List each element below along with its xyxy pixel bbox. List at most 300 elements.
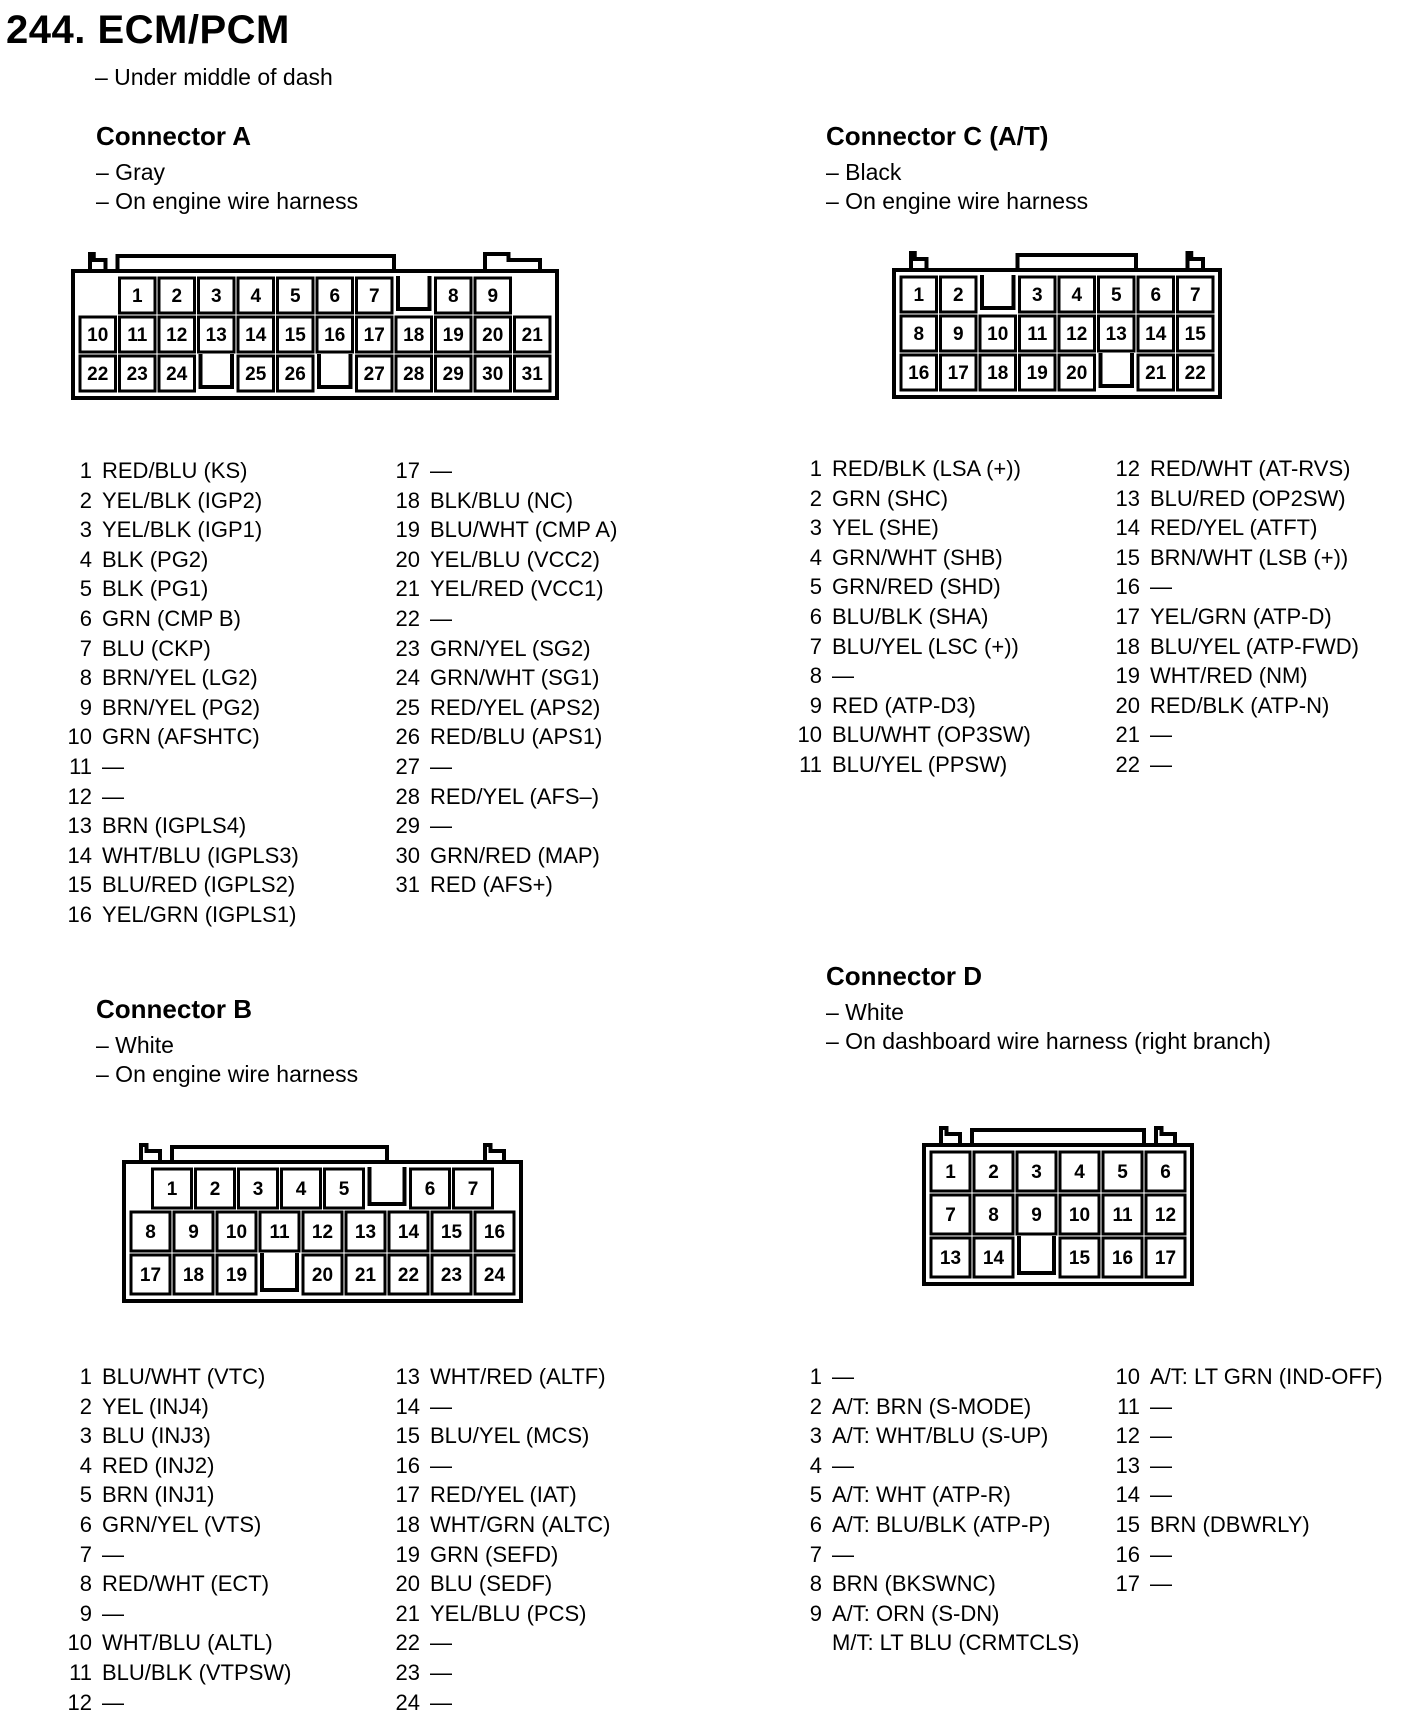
pin-entry bbox=[58, 604, 299, 634]
pin-cavity-number: 3 bbox=[210, 286, 222, 307]
pin-wire-description: — bbox=[102, 1689, 124, 1715]
pin-wire-description: YEL/BLU (VCC2) bbox=[430, 546, 600, 572]
pin-number: 31 bbox=[395, 872, 420, 898]
pin-entry bbox=[386, 456, 617, 486]
pin-cavity-number: 20 bbox=[1066, 363, 1088, 384]
connector-b-color: – White bbox=[96, 1032, 174, 1058]
pin-wire-description: BRN (DBWRLY) bbox=[1150, 1511, 1310, 1537]
pin-entry bbox=[58, 722, 299, 752]
connector-a-title: Connector A bbox=[96, 121, 252, 151]
pin-cavity-number: 17 bbox=[363, 325, 385, 346]
connector-guide-tab bbox=[485, 1145, 504, 1162]
pin-cavity-number: 7 bbox=[467, 1179, 479, 1200]
pin-cavity-number: 18 bbox=[182, 1265, 205, 1286]
pin-cavity-number: 10 bbox=[225, 1222, 248, 1243]
pin-wire-description: — bbox=[430, 813, 452, 839]
pin-cavity-number: 31 bbox=[521, 364, 543, 385]
connector-d-face-diagram bbox=[923, 1128, 1223, 1303]
pin-wire-description: — bbox=[1150, 1571, 1172, 1597]
pin-entry bbox=[58, 811, 299, 841]
pin-number: 20 bbox=[395, 546, 420, 572]
pin-entry bbox=[58, 1421, 291, 1451]
pin-number: 2 bbox=[809, 1393, 822, 1419]
pin-wire-description: — bbox=[1150, 1393, 1172, 1419]
pin-wire-description: A/T: BRN (S-MODE) bbox=[832, 1393, 1032, 1419]
pin-entry bbox=[58, 841, 299, 871]
pin-entry bbox=[1106, 1362, 1383, 1392]
pin-entry bbox=[58, 574, 299, 604]
pin-number: 19 bbox=[395, 1541, 420, 1567]
pin-wire-description: BRN (INJ1) bbox=[102, 1482, 215, 1508]
connector-a-color: – Gray bbox=[96, 159, 166, 185]
pin-wire-description: RED (AFS+) bbox=[430, 872, 553, 898]
pin-cavity-number: 14 bbox=[982, 1248, 1005, 1269]
pin-cavity-number: 9 bbox=[952, 324, 964, 345]
pin-number: 4 bbox=[809, 544, 822, 570]
pin-wire-description: — bbox=[1150, 1452, 1172, 1478]
pin-cavity-number: 21 bbox=[521, 325, 543, 346]
pin-wire-description: RED/BLU (KS) bbox=[102, 458, 248, 483]
pin-wire-description: YEL/GRN (IGPLS1) bbox=[102, 901, 297, 927]
pin-entry bbox=[58, 870, 299, 900]
pin-wire-description: — bbox=[430, 1393, 452, 1419]
pin-wire-description: — bbox=[1150, 1541, 1172, 1567]
pin-wire-description: GRN (CMP B) bbox=[102, 605, 241, 631]
pin-number: 1 bbox=[809, 1364, 822, 1389]
pin-cavity-number: 13 bbox=[354, 1222, 377, 1243]
pin-cavity-number: 17 bbox=[139, 1265, 162, 1286]
pin-wire-description: YEL/BLU (PCS) bbox=[430, 1600, 587, 1626]
connector-key-slot bbox=[1101, 353, 1133, 386]
pin-entry bbox=[788, 543, 1031, 573]
pin-entry bbox=[386, 1392, 610, 1422]
connector-key-slot bbox=[262, 1253, 297, 1290]
pin-wire-description: BLU/RED (OP2SW) bbox=[1150, 485, 1346, 511]
connector-b-pin-list-left bbox=[58, 1362, 291, 1717]
pin-wire-description: WHT/BLU (ALTL) bbox=[102, 1630, 273, 1656]
pin-wire-description: — bbox=[102, 1600, 124, 1626]
pin-cavity-number: 11 bbox=[1027, 324, 1048, 345]
pin-number: 16 bbox=[1115, 1541, 1140, 1567]
pin-wire-description: RED (INJ2) bbox=[102, 1452, 215, 1478]
pin-number: 9 bbox=[809, 1600, 822, 1626]
pin-cavity-number: 28 bbox=[403, 364, 425, 385]
pin-number: 21 bbox=[395, 576, 420, 602]
connector-d-color: – White bbox=[826, 999, 904, 1025]
connector-a-pin-list-right bbox=[386, 456, 617, 900]
pin-entry bbox=[58, 782, 299, 812]
connector-d-pin-list-right bbox=[1106, 1362, 1383, 1599]
pin-wire-description: BLU/WHT (CMP A) bbox=[430, 517, 618, 543]
connector-guide-tab bbox=[90, 254, 106, 271]
pin-number: 1 bbox=[809, 456, 822, 481]
pin-entry bbox=[788, 572, 1031, 602]
pin-number: 17 bbox=[395, 458, 420, 483]
pin-entry bbox=[58, 515, 299, 545]
pin-cavity-number: 12 bbox=[311, 1222, 334, 1243]
pin-wire-description: BRN/YEL (LG2) bbox=[102, 665, 258, 691]
pin-number: 7 bbox=[809, 633, 822, 659]
connector-key-slot bbox=[319, 354, 351, 387]
pin-wire-description: RED/BLK (ATP-N) bbox=[1150, 692, 1330, 718]
connector-b-harness: – On engine wire harness bbox=[96, 1061, 359, 1087]
pin-entry bbox=[1106, 1510, 1383, 1540]
pin-entry bbox=[1106, 720, 1359, 750]
pin-number: 25 bbox=[395, 694, 420, 720]
pin-cavity-number: 11 bbox=[269, 1222, 290, 1243]
pin-wire-description: GRN (SEFD) bbox=[430, 1541, 559, 1567]
pin-entry bbox=[386, 1599, 610, 1629]
pin-wire-description: RED/YEL (IAT) bbox=[430, 1482, 577, 1508]
pin-number: 8 bbox=[79, 1571, 92, 1597]
pin-cavity-number: 15 bbox=[284, 325, 306, 346]
pin-number: 3 bbox=[809, 1423, 822, 1449]
pin-entry bbox=[788, 720, 1031, 750]
pin-cavity-number: 20 bbox=[482, 325, 504, 346]
pin-cavity-number: 18 bbox=[987, 363, 1009, 384]
pin-entry bbox=[386, 1540, 610, 1570]
pin-cavity-number: 13 bbox=[1105, 324, 1127, 345]
pin-entry bbox=[1106, 572, 1359, 602]
pin-wire-description: GRN (AFSHTC) bbox=[102, 724, 260, 750]
pin-cavity-number: 6 bbox=[424, 1179, 436, 1200]
pin-cavity-number: 5 bbox=[338, 1179, 350, 1200]
pin-number: 5 bbox=[809, 1482, 822, 1508]
pin-entry bbox=[386, 1421, 610, 1451]
pin-entry bbox=[788, 484, 1031, 514]
pin-entry bbox=[58, 1688, 291, 1718]
pin-wire-description: RED/WHT (ECT) bbox=[102, 1571, 270, 1597]
pin-number: 2 bbox=[809, 485, 822, 511]
pin-entry bbox=[1106, 1421, 1383, 1451]
pin-cavity-number: 9 bbox=[487, 286, 499, 307]
pin-entry bbox=[1106, 1480, 1383, 1510]
pin-number: 10 bbox=[67, 1630, 92, 1656]
pin-entry bbox=[1106, 1451, 1383, 1481]
pin-entry bbox=[58, 1451, 291, 1481]
pin-entry bbox=[386, 486, 617, 516]
pin-entry bbox=[1106, 1392, 1383, 1422]
pin-cavity-number: 24 bbox=[483, 1265, 506, 1286]
connector-guide-tab bbox=[141, 1145, 160, 1162]
pin-entry bbox=[386, 574, 617, 604]
pin-number: 23 bbox=[395, 635, 420, 661]
connector-c-color: – Black bbox=[826, 159, 902, 185]
pin-number: 4 bbox=[809, 1452, 822, 1478]
pin-wire-description: YEL/RED (VCC1) bbox=[430, 576, 604, 602]
pin-wire-description: YEL/BLK (IGP1) bbox=[102, 517, 263, 543]
pin-cavity-number: 1 bbox=[945, 1162, 956, 1183]
pin-cavity-number: 15 bbox=[1184, 324, 1206, 345]
pin-wire-description: — bbox=[430, 458, 452, 483]
pin-number: 2 bbox=[79, 1393, 92, 1419]
pin-entry bbox=[788, 632, 1031, 662]
pin-entry bbox=[788, 1451, 1079, 1481]
pin-number: 5 bbox=[79, 576, 92, 602]
connector-a-face-diagram bbox=[70, 250, 610, 415]
connector-c-harness: – On engine wire harness bbox=[826, 188, 1089, 214]
pin-cavity-number: 5 bbox=[1117, 1162, 1128, 1183]
pin-wire-description: — bbox=[430, 753, 452, 779]
pin-cavity-number: 17 bbox=[1154, 1248, 1177, 1269]
pin-wire-description: BRN (IGPLS4) bbox=[102, 813, 247, 839]
pin-cavity-number: 4 bbox=[1071, 285, 1083, 306]
pin-wire-description: A/T: BLU/BLK (ATP-P) bbox=[832, 1511, 1051, 1537]
pin-entry bbox=[788, 454, 1031, 484]
pin-cavity-number: 22 bbox=[397, 1265, 420, 1286]
pin-entry bbox=[1106, 661, 1359, 691]
pin-wire-description: BLU (CKP) bbox=[102, 635, 211, 661]
pin-entry bbox=[58, 545, 299, 575]
pin-wire-description: BLU/YEL (ATP-FWD) bbox=[1150, 633, 1360, 659]
pin-cavity-number: 24 bbox=[166, 364, 188, 385]
pin-wire-description: — bbox=[1150, 751, 1172, 777]
pin-entry bbox=[1106, 602, 1359, 632]
pin-cavity-number: 5 bbox=[289, 286, 301, 307]
connector-b-pin-list-right bbox=[386, 1362, 610, 1717]
pin-number: 15 bbox=[1115, 544, 1140, 570]
pin-cavity-number: 13 bbox=[205, 325, 227, 346]
pin-number: 5 bbox=[809, 574, 822, 600]
pin-number: 30 bbox=[395, 842, 420, 868]
pin-wire-description: — bbox=[430, 605, 452, 631]
pin-entry bbox=[386, 1510, 610, 1540]
connector-guide-tab bbox=[1156, 1128, 1175, 1145]
pin-wire-description: BLU/WHT (OP3SW) bbox=[832, 722, 1031, 748]
pin-number: 12 bbox=[1115, 1423, 1140, 1449]
pin-number: 28 bbox=[395, 783, 420, 809]
pin-cavity-number: 1 bbox=[131, 286, 143, 307]
pin-cavity-number: 17 bbox=[947, 363, 969, 384]
pin-number: 17 bbox=[1115, 603, 1140, 629]
pin-wire-description: BLU (SEDF) bbox=[430, 1571, 553, 1597]
pin-entry bbox=[788, 691, 1031, 721]
pin-wire-description: BLU/YEL (MCS) bbox=[430, 1423, 590, 1449]
pin-cavity-number: 18 bbox=[403, 325, 425, 346]
pin-cavity-number: 16 bbox=[483, 1222, 506, 1243]
pin-wire-description: — bbox=[1150, 574, 1172, 600]
pin-wire-description: — bbox=[1150, 1423, 1172, 1449]
pin-wire-description: — bbox=[1150, 1482, 1172, 1508]
pin-entry bbox=[58, 1658, 291, 1688]
pin-wire-description: — bbox=[832, 663, 854, 689]
pin-cavity-number: 27 bbox=[363, 364, 385, 385]
pin-entry bbox=[386, 841, 617, 871]
pin-number: 2 bbox=[79, 487, 92, 513]
pin-number: 27 bbox=[395, 753, 420, 779]
pin-number: 10 bbox=[797, 722, 822, 748]
pin-wire-description: — bbox=[832, 1452, 854, 1478]
pin-entry bbox=[1106, 513, 1359, 543]
pin-number: 14 bbox=[67, 842, 92, 868]
pin-entry bbox=[1106, 543, 1359, 573]
pin-entry bbox=[58, 693, 299, 723]
pin-number: 21 bbox=[1115, 722, 1140, 748]
pin-entry bbox=[58, 752, 299, 782]
connector-guide-tab bbox=[941, 1128, 960, 1145]
pin-entry bbox=[58, 1392, 291, 1422]
pin-number: 1 bbox=[79, 458, 92, 483]
pin-cavity-number: 2 bbox=[209, 1179, 221, 1200]
connector-lock-tab bbox=[118, 256, 395, 271]
pin-number: 12 bbox=[1115, 456, 1140, 481]
pin-wire-description: BLK (PG2) bbox=[102, 546, 209, 572]
connector-lock-tab bbox=[972, 1130, 1144, 1145]
connector-d-harness: – On dashboard wire harness (right branch) bbox=[826, 1028, 1271, 1054]
pin-cavity-number: 11 bbox=[127, 325, 148, 346]
pin-number: 24 bbox=[395, 1689, 420, 1715]
pin-number: 10 bbox=[67, 724, 92, 750]
pin-cavity-number: 22 bbox=[87, 364, 109, 385]
pin-cavity-number: 6 bbox=[1150, 285, 1162, 306]
pin-number: 14 bbox=[395, 1393, 420, 1419]
connector-b-face-diagram bbox=[123, 1135, 563, 1310]
pin-number: 17 bbox=[1115, 1571, 1140, 1597]
pin-wire-description: BLU/YEL (PPSW) bbox=[832, 751, 1008, 777]
pin-entry bbox=[386, 693, 617, 723]
pin-wire-description: — bbox=[832, 1541, 854, 1567]
pin-entry bbox=[1106, 1540, 1383, 1570]
pin-number: 3 bbox=[79, 517, 92, 543]
pin-number: 19 bbox=[395, 517, 420, 543]
pin-number: 6 bbox=[809, 1511, 822, 1537]
pin-entry bbox=[386, 1480, 610, 1510]
pin-number: 4 bbox=[79, 1452, 92, 1478]
pin-cavity-number: 19 bbox=[225, 1265, 248, 1286]
connector-key-slot bbox=[370, 1167, 405, 1204]
pin-wire-description: WHT/GRN (ALTC) bbox=[430, 1511, 611, 1537]
pin-wire-description: BLU/YEL (LSC (+)) bbox=[832, 633, 1019, 659]
pin-entry bbox=[58, 1480, 291, 1510]
connector-key-slot bbox=[398, 276, 430, 309]
pin-cavity-number: 4 bbox=[1074, 1162, 1085, 1183]
pin-cavity-number: 2 bbox=[171, 286, 183, 307]
pin-wire-description: A/T: WHT (ATP-R) bbox=[832, 1482, 1011, 1508]
connector-lock-tab bbox=[172, 1147, 387, 1162]
pin-wire-description: WHT/BLU (IGPLS3) bbox=[102, 842, 299, 868]
pin-wire-description: — bbox=[430, 1659, 452, 1685]
pin-cavity-number: 6 bbox=[1160, 1162, 1171, 1183]
pin-cavity-number: 15 bbox=[1068, 1248, 1091, 1269]
pin-cavity-number: 8 bbox=[447, 286, 459, 307]
pin-number: 15 bbox=[395, 1423, 420, 1449]
pin-number: 7 bbox=[79, 635, 92, 661]
pin-cavity-number: 8 bbox=[988, 1205, 999, 1226]
pin-cavity-number: 9 bbox=[188, 1222, 199, 1243]
connector-c-title: Connector C (A/T) bbox=[826, 121, 1049, 151]
pin-number: 21 bbox=[395, 1600, 420, 1626]
pin-number: 11 bbox=[69, 1659, 92, 1685]
pin-entry bbox=[386, 1658, 610, 1688]
pin-cavity-number: 25 bbox=[245, 364, 267, 385]
pin-number: 8 bbox=[809, 1571, 822, 1597]
pin-cavity-number: 15 bbox=[440, 1222, 463, 1243]
pin-cavity-number: 23 bbox=[126, 364, 148, 385]
connector-d-title: Connector D bbox=[826, 961, 982, 991]
pin-wire-description: GRN (SHC) bbox=[832, 485, 949, 511]
pin-number: 16 bbox=[67, 901, 92, 927]
pin-entry bbox=[1106, 691, 1359, 721]
pin-entry bbox=[386, 545, 617, 575]
connector-key-slot bbox=[201, 354, 233, 387]
connector-guide-tab bbox=[485, 254, 540, 271]
pin-wire-description: RED/BLK (LSA (+)) bbox=[832, 456, 1021, 481]
pin-wire-description: A/T: LT GRN (IND-OFF) bbox=[1150, 1364, 1383, 1389]
pin-number: 19 bbox=[1115, 663, 1140, 689]
pin-number: 9 bbox=[79, 1600, 92, 1626]
pin-wire-description: RED/BLU (APS1) bbox=[430, 724, 603, 750]
pin-wire-description: RED/YEL (ATFT) bbox=[1150, 515, 1318, 541]
pin-cavity-number: 10 bbox=[1068, 1205, 1091, 1226]
pin-cavity-number: 30 bbox=[482, 364, 504, 385]
pin-cavity-number: 9 bbox=[1031, 1205, 1042, 1226]
pin-number: 13 bbox=[67, 813, 92, 839]
connector-lock-tab bbox=[1018, 255, 1137, 270]
pin-entry bbox=[386, 782, 617, 812]
pin-wire-description: — bbox=[430, 1452, 452, 1478]
pin-cavity-number: 7 bbox=[945, 1205, 956, 1226]
pin-number: 4 bbox=[79, 546, 92, 572]
pin-cavity-number: 3 bbox=[1031, 1162, 1042, 1183]
pin-entry bbox=[788, 1480, 1079, 1510]
pin-wire-description: RED/YEL (APS2) bbox=[430, 694, 601, 720]
pin-entry bbox=[788, 1628, 1079, 1658]
pin-wire-description: YEL (INJ4) bbox=[102, 1393, 209, 1419]
pin-entry bbox=[58, 486, 299, 516]
connector-a-harness: – On engine wire harness bbox=[96, 188, 359, 214]
pin-entry bbox=[386, 752, 617, 782]
pin-entry bbox=[386, 1688, 610, 1718]
pin-number: 7 bbox=[79, 1541, 92, 1567]
pin-entry bbox=[386, 663, 617, 693]
pin-cavity-number: 2 bbox=[988, 1162, 999, 1183]
pin-wire-description: BRN (BKSWNC) bbox=[832, 1571, 996, 1597]
pin-wire-description: — bbox=[430, 1689, 452, 1715]
pin-cavity-number: 22 bbox=[1184, 363, 1206, 384]
pin-wire-description: BRN/YEL (PG2) bbox=[102, 694, 261, 720]
connector-key-slot bbox=[982, 275, 1014, 308]
pin-entry bbox=[386, 1569, 610, 1599]
pin-number: 8 bbox=[79, 665, 92, 691]
pin-entry bbox=[1106, 750, 1359, 780]
pin-number: 16 bbox=[395, 1452, 420, 1478]
pin-cavity-number: 10 bbox=[87, 325, 109, 346]
pin-number: 14 bbox=[1115, 515, 1140, 541]
pin-cavity-number: 7 bbox=[1189, 285, 1201, 306]
pin-number: 12 bbox=[67, 783, 92, 809]
pin-entry bbox=[1106, 632, 1359, 662]
pin-wire-description: YEL/BLK (IGP2) bbox=[102, 487, 263, 513]
pin-entry bbox=[788, 513, 1031, 543]
pin-number: 1 bbox=[79, 1364, 92, 1389]
pin-cavity-number: 14 bbox=[397, 1222, 420, 1243]
pin-cavity-number: 8 bbox=[145, 1222, 156, 1243]
connector-a-pin-list-left bbox=[58, 456, 299, 930]
pin-cavity-number: 10 bbox=[987, 324, 1009, 345]
pin-number: 11 bbox=[1117, 1393, 1140, 1419]
pin-wire-description: — bbox=[430, 1630, 452, 1656]
pin-number: 18 bbox=[395, 487, 420, 513]
pin-cavity-number: 11 bbox=[1112, 1205, 1133, 1226]
pin-number: 6 bbox=[809, 603, 822, 629]
pin-entry bbox=[386, 1628, 610, 1658]
pin-wire-description: BLU (INJ3) bbox=[102, 1423, 211, 1449]
pin-number: 26 bbox=[395, 724, 420, 750]
pin-cavity-number: 14 bbox=[245, 325, 267, 346]
pin-number: 18 bbox=[395, 1511, 420, 1537]
pin-wire-description: — bbox=[102, 753, 124, 779]
pin-number: 14 bbox=[1115, 1482, 1140, 1508]
